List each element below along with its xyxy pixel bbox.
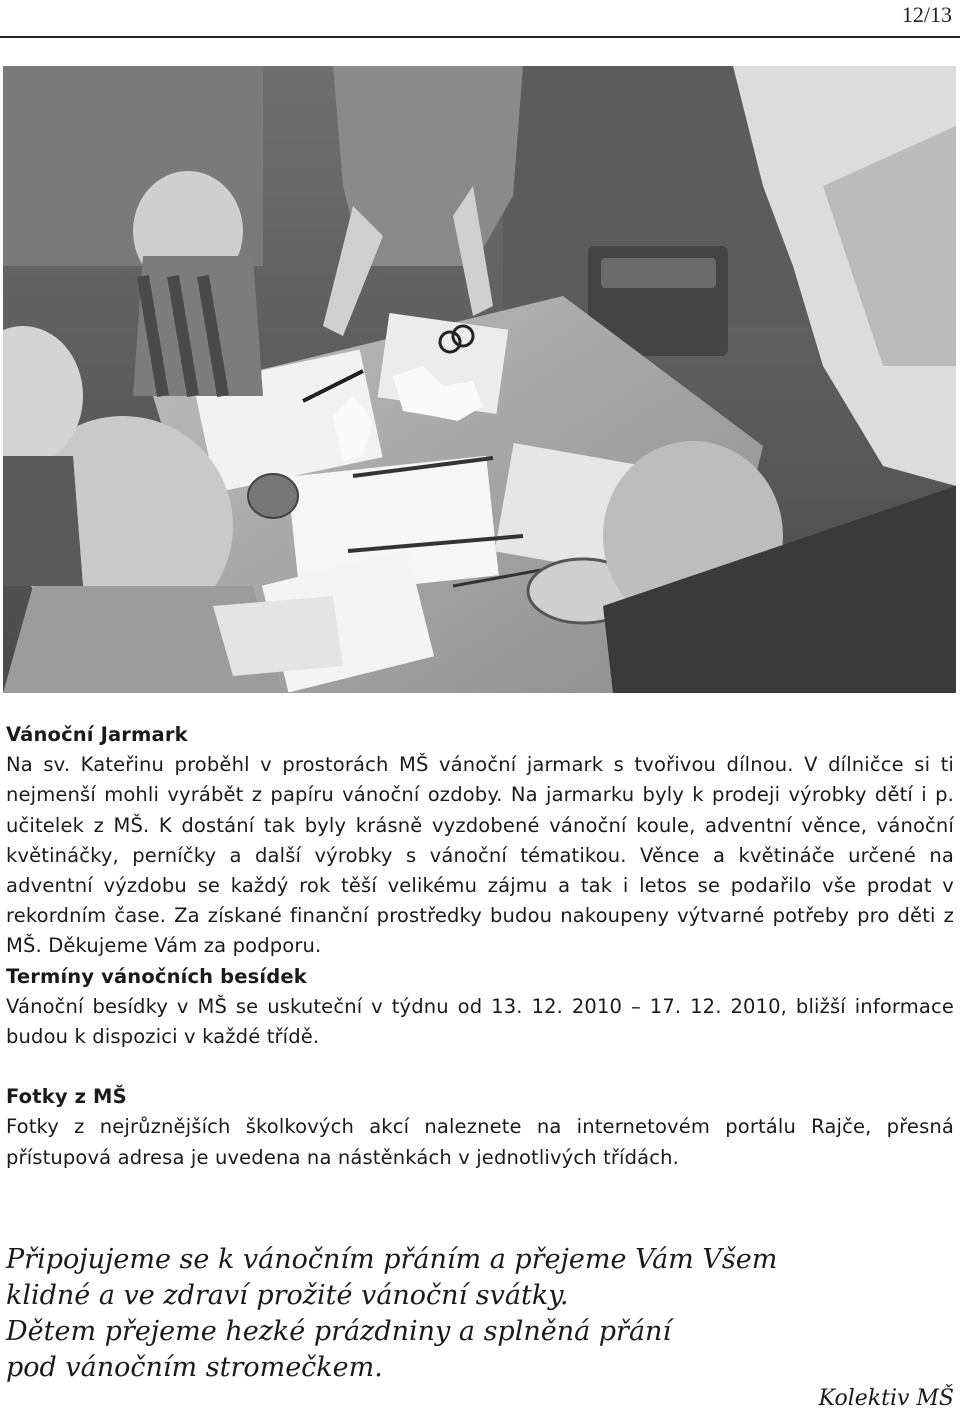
- section-body-jarmark: Na sv. Kateřinu proběhl v prostorách MŠ vánoční jarmark s tvořivou dílnou. V dílničce si ti nejmenší mohli vyrábět z papíru vánoční ozdoby. Na jarmarku byly k prodeji výrobky dětí i p. učitelek z MŠ. K dostání tak byly krásně vyzdobené vánoční koule, adventní věnce, vánoční květináčky, perníčky a další výrobky s vánoční tématikou. Věnce a květináče určené na adventní výzdobu se každý rok těší velikému zájmu a tak i letos se podařilo vše prodat v rekordním čase. Za získané finanční prostředky budou nakoupeny výtvarné potřeby pro děti z MŠ. Děkujeme Vám za podporu.: [6, 753, 954, 958]
- article-content: [6, 720, 954, 1173]
- closing-line-3: Dětem přejeme hezké prázdniny a splněná přání: [6, 1316, 672, 1347]
- photo-children-crafting: [3, 66, 956, 693]
- section-title-besidky: Termíny vánočních besídek: [6, 964, 307, 988]
- section-body-besidky: Vánoční besídky v MŠ se uskuteční v týdnu od 13. 12. 2010 – 17. 12. 2010, bližší informace budou k dispozici v každé třídě.: [6, 994, 954, 1049]
- closing-greeting: [6, 1242, 906, 1386]
- header-rule: [0, 36, 960, 38]
- closing-line-4: pod vánočním stromečkem.: [6, 1352, 383, 1383]
- section-body-fotky: Fotky z nejrůznějších školkových akcí naleznete na internetovém portálu Rajče, přesná přístupová adresa je uvedena na nástěnkách v jednotlivých třídách.: [6, 1115, 954, 1169]
- section-title-jarmark: Vánoční Jarmark: [6, 723, 188, 746]
- closing-line-1: Připojujeme se k vánočním přáním a přejeme Vám Všem: [6, 1244, 778, 1275]
- section-title-fotky: Fotky z MŠ: [6, 1085, 127, 1109]
- closing-line-2: klidné a ve zdraví prožité vánoční svátky.: [6, 1280, 569, 1311]
- page-number: 12/13: [901, 2, 952, 27]
- signature: Kolektiv MŠ: [818, 1386, 954, 1411]
- section-gap: [6, 1052, 954, 1082]
